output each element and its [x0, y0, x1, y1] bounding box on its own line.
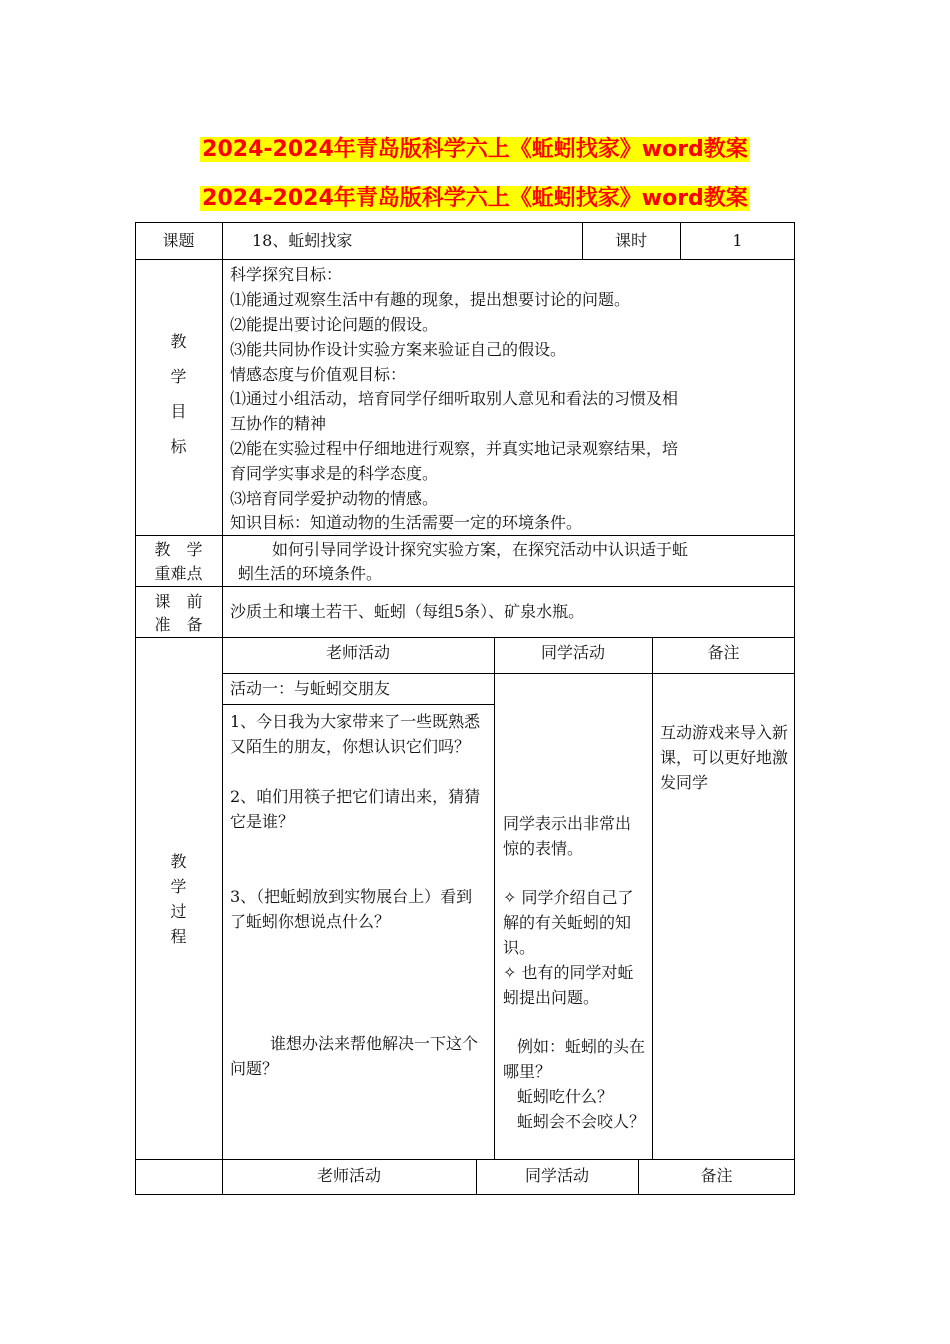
- note-text: 互动游戏来导入新课，可以更好地激发同学: [660, 723, 789, 792]
- prep-text: 沙质土和壤土若干、蚯蚓（每组5条）、矿泉水瓶。: [230, 602, 585, 621]
- student-reaction-1: 同学表示出非常出惊的表情。: [503, 814, 632, 858]
- topic-value: 18、蚯蚓找家: [252, 231, 353, 250]
- student-reaction-5: 蚯蚓吃什么？: [517, 1087, 614, 1106]
- teacher-step-4: 谁想办法来帮他解决一下这个问题？: [230, 1034, 479, 1078]
- period-label: 课时: [614, 231, 647, 250]
- difficulty-text-1: 如何引导同学设计探究实验方案，在探究活动中认识适于蚯: [272, 540, 689, 559]
- header-student: 同学活动: [540, 643, 605, 662]
- difficulty-label-1: 教 学: [154, 540, 203, 559]
- student-reaction-3: ✧ 也有的同学对蚯蚓提出问题。: [503, 963, 634, 1007]
- document-title-repeat: 2024-2024年青岛版科学六上《蚯蚓找家》word教案: [202, 186, 748, 211]
- difficulty-text-2: 蚓生活的环境条件。: [238, 564, 383, 583]
- student-reaction-6: 蚯蚓会不会咬人？: [517, 1112, 646, 1131]
- teacher-step-3: 3、（把蚯蚓放到实物展台上）看到了蚯蚓你想说点什么？: [230, 887, 473, 931]
- header-teacher: 老师活动: [325, 643, 390, 662]
- teacher-step-2: 2、咱们用筷子把它们请出来，猜猜它是谁？: [230, 787, 481, 831]
- student-reaction-4: 例如：蚯蚓的头在哪里？: [503, 1037, 646, 1081]
- footer-teacher: 老师活动: [316, 1166, 381, 1185]
- topic-label: 课题: [162, 231, 195, 250]
- teacher-step-1: 1、今日我为大家带来了一些既熟悉又陌生的朋友，你想认识它们吗？: [230, 712, 481, 756]
- footer-note: 备注: [700, 1166, 733, 1185]
- difficulty-label-2: 重难点: [154, 564, 203, 583]
- footer-student: 同学活动: [524, 1166, 589, 1185]
- activity-title: 活动一：与蚯蚓交朋友: [230, 679, 391, 698]
- student-reaction-2: ✧ 同学介绍自己了解的有关蚯蚓的知识。: [503, 888, 634, 957]
- period-value: 1: [732, 231, 743, 250]
- document-title: 2024-2024年青岛版科学六上《蚯蚓找家》word教案: [202, 137, 748, 162]
- prep-label-1: 课 前: [154, 592, 203, 611]
- header-note: 备注: [707, 643, 740, 662]
- prep-label-2: 准 备: [154, 615, 203, 634]
